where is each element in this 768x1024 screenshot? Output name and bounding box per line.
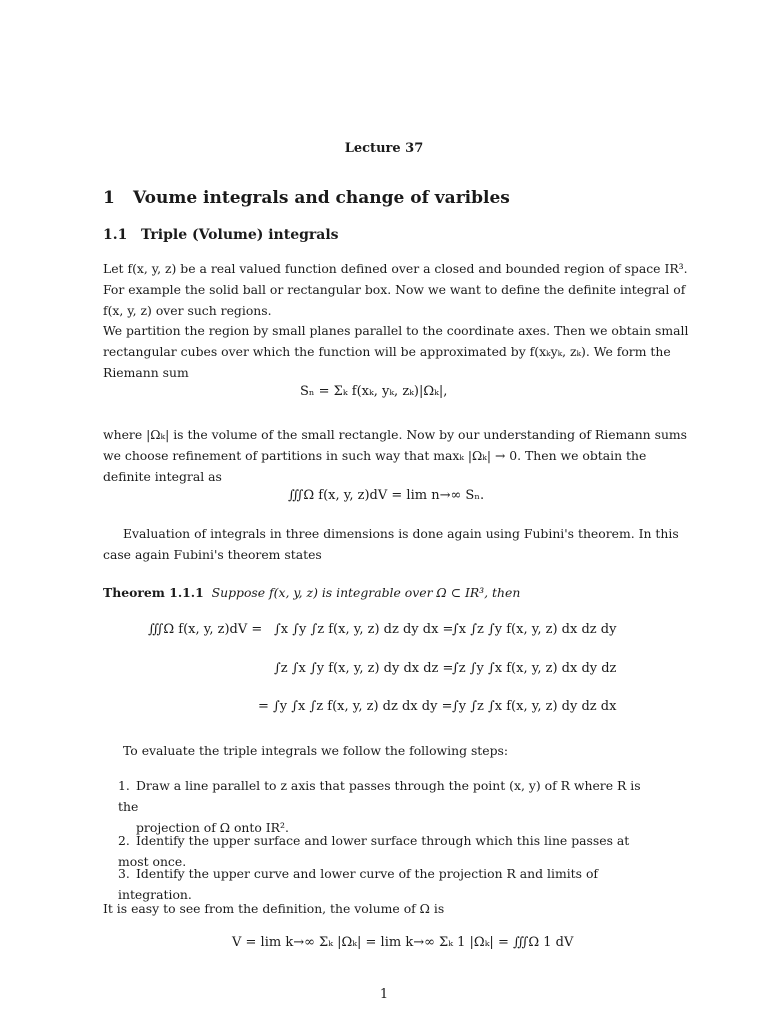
text-line: We partition the region by small planes parallel to the coordinate axes. Then we obtain small [103,323,689,338]
list-item-number: 1. [118,778,130,793]
list-item [118,775,663,838]
text-line: definite integral as [103,469,222,484]
text-line: For example the solid ball or rectangular box. Now we want to define the definite integral of [103,282,686,297]
list-item-text: projection of Ω onto IR². [136,820,289,835]
subsection-heading [103,227,339,243]
list-item-number: 2. [118,833,130,848]
list-item-text: Identify the upper surface and lower surface through which this line passes at most once. [118,833,630,869]
theorem-statement [103,582,663,603]
text-line: f(x, y, z) over such regions. [103,303,272,318]
paragraph-5 [103,898,663,919]
section-number: 1 [103,188,115,208]
fubini-line2-a: ∫z ∫x ∫y f(x, y, z) dy dx dz = [274,661,454,676]
subsection-number: 1.1 [103,227,128,243]
text-line: case again Fubini's theorem states [103,547,322,562]
section-heading [103,188,510,208]
theorem-label: Theorem 1.1.1 [103,585,204,600]
page-number: 1 [379,987,389,1002]
fubini-line3-a: = ∫y ∫x ∫z f(x, y, z) dz dx dy = [258,699,453,714]
paragraph-2 [103,320,689,383]
equation-definite-integral: ∭Ω f(x, y, z)dV = lim n→∞ Sₙ. [288,488,485,503]
text-line: rectangular cubes over which the function will be approximated by f(xₖyₖ, zₖ). We form the [103,344,671,359]
fubini-line3-b: ∫y ∫z ∫x f(x, y, z) dy dz dx [452,699,617,714]
section-title: Voume integrals and change of varibles [133,188,510,208]
fubini-line1-b: ∫x ∫z ∫y f(x, y, z) dx dz dy [452,622,617,637]
steps-list [118,775,663,902]
text-line: where |Ωₖ| is the volume of the small rectangle. Now by our understanding of Riemann sums [103,427,688,442]
equation-volume: V = lim k→∞ Σₖ |Ωₖ| = lim k→∞ Σₖ 1 |Ωₖ| = ∭Ω 1 dV [232,935,574,950]
paragraph-4 [103,523,679,565]
paragraph-3 [103,424,688,487]
text-line: Let f(x, y, z) be a real valued function defined over a closed and bounded region of space IR³. [103,261,688,276]
text-line: Evaluation of integrals in three dimensions is done again using Fubini's theorem. In this [123,526,679,541]
steps-intro [103,740,663,761]
equation-riemann-sum: Sₙ = Σₖ f(xₖ, yₖ, zₖ)|Ωₖ|, [300,384,448,399]
list-item-text: Draw a line parallel to z axis that passes through the point (x, y) of R where R is the [118,778,641,814]
text-line: It is easy to see from the definition, the volume of Ω is [103,901,445,916]
subsection-title: Triple (Volume) integrals [141,227,339,243]
fubini-line1-a: ∫x ∫y ∫z f(x, y, z) dz dy dx = [274,622,454,637]
fubini-line1-left: ∭Ω f(x, y, z)dV = [148,622,263,637]
fubini-line2-b: ∫z ∫y ∫x f(x, y, z) dx dy dz [452,661,617,676]
paragraph-1 [103,258,688,321]
lecture-title: Lecture 37 [344,141,424,156]
list-item-text: Identify the upper curve and lower curve of the projection R and limits of integration. [118,866,598,902]
text-line: we choose refinement of partitions in such way that maxₖ |Ωₖ| → 0. Then we obtain the [103,448,647,463]
list-item-number: 3. [118,866,130,881]
text-line: Riemann sum [103,365,189,380]
theorem-text: Suppose f(x, y, z) is integrable over Ω ⊂ IR³, then [211,585,521,600]
text-line: To evaluate the triple integrals we follow the following steps: [123,743,509,758]
